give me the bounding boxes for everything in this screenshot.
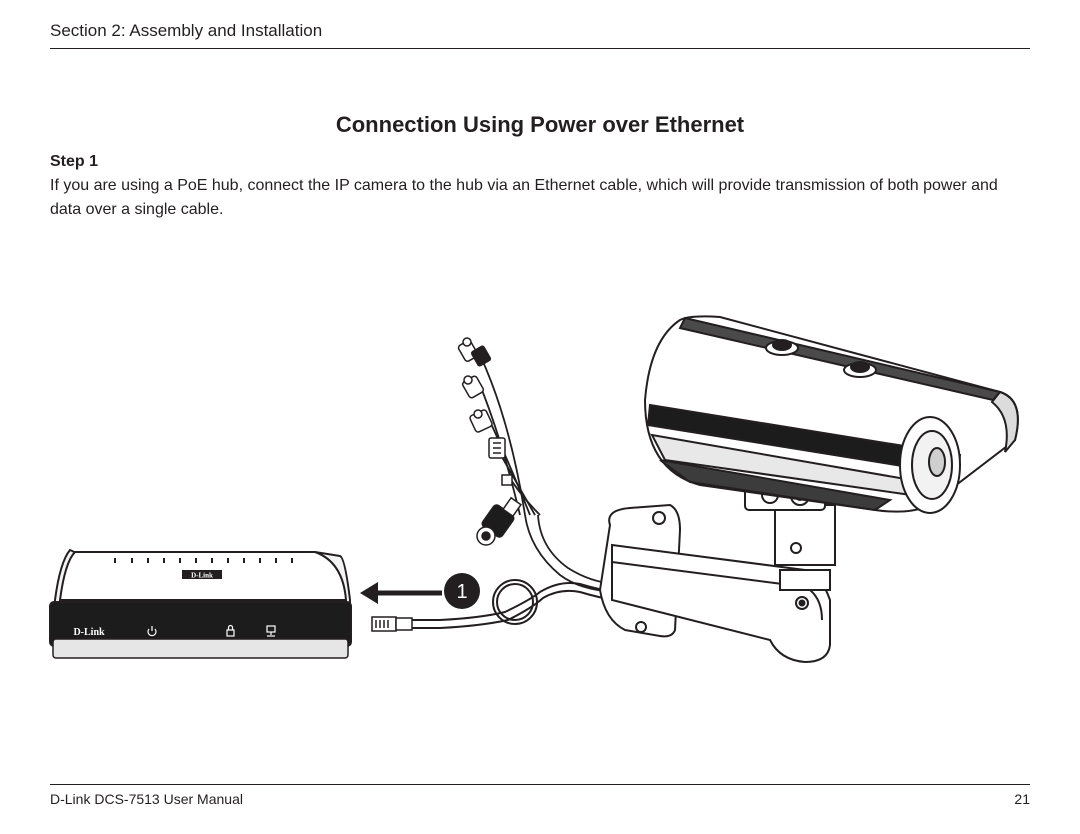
step-heading: Step 1 (50, 153, 99, 170)
step-description: If you are using a PoE hub, connect the IP camera to the hub via an Ethernet cable, which will provide transmission of both power and data over a single cable. (50, 177, 998, 218)
footer-page-number: 21 (1014, 791, 1030, 807)
io-connector (469, 409, 493, 433)
hub-brand-label: D-Link (73, 627, 105, 638)
terminal-block (489, 438, 505, 458)
poe-hub (50, 550, 351, 658)
bnc-connector (477, 498, 521, 545)
small-connector (502, 475, 512, 485)
cable-breakout (480, 355, 615, 592)
dc-connector-top (457, 338, 491, 366)
rj45-plug (372, 617, 412, 631)
page-title: Connection Using Power over Ethernet (335, 112, 745, 137)
header-rule (50, 48, 1030, 49)
connection-arrow (360, 582, 442, 604)
camera-housing (645, 316, 1018, 513)
footer-manual-name: D-Link DCS-7513 User Manual (50, 791, 243, 807)
audio-connector (462, 375, 485, 399)
footer-rule (50, 784, 1030, 785)
section-header: Section 2: Assembly and Installation (50, 21, 323, 40)
step-callout-number: 1 (456, 581, 468, 603)
hub-top-logo: D-Link (191, 571, 213, 580)
poe-connection-illustration (40, 300, 1040, 680)
